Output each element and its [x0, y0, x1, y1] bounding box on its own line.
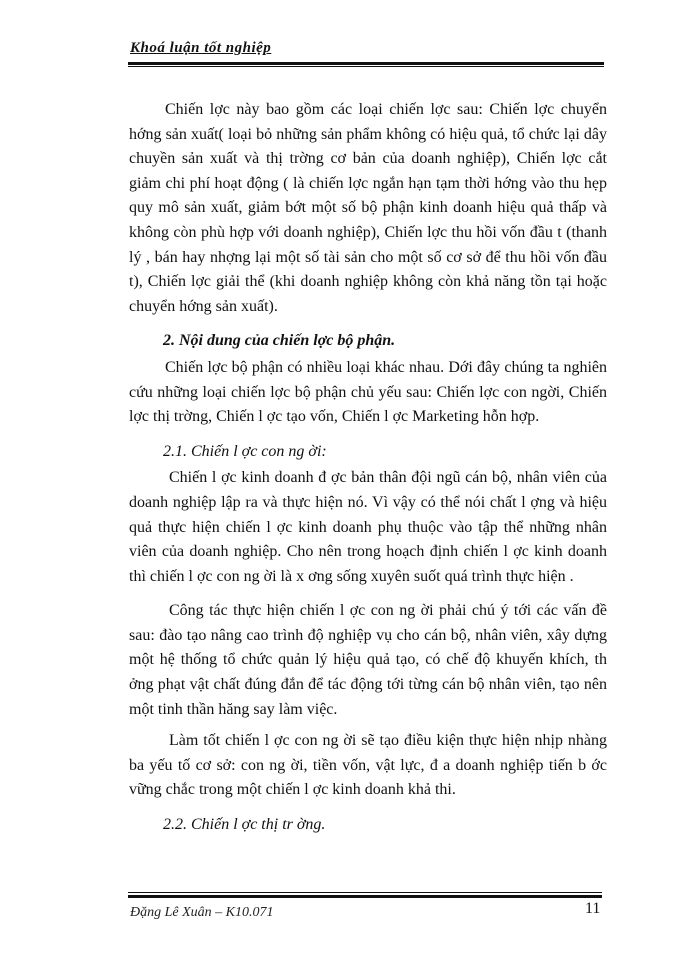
- footer-author: Đặng Lê Xuân – K10.071: [130, 905, 274, 920]
- header-rule-thick: [128, 62, 604, 65]
- subsection-heading-2-1: 2.1. Chiến l ợc con ng ời:: [163, 442, 327, 460]
- section-heading-2: 2. Nội dung của chiến lợc bộ phận.: [163, 332, 396, 350]
- header-title: Khoá luận tốt nghiệp: [130, 40, 272, 56]
- page-number: 11: [585, 900, 601, 917]
- paragraph-department-strategies: Chiến lợc bộ phận có nhiều loại khác nhau. Dới đây chúng ta nghiên cứu những loại chiến lợc bộ phận chủ yếu sau: Chiến lợc con ngời, Chiến lợc thị trờng, Chiến l ợc tạo vốn, Chiến l ợc Marketing hỗn hợp.: [129, 358, 607, 426]
- paragraph-implementation: Công tác thực hiện chiến l ợc con ng ời phải chú ý tới các vấn đề sau: đào tạo nâng cao trình độ nghiệp vụ cho cán bộ, nhân viên, xây dựng một hệ thống tổ chức quản lý hiệu quả tạo, có chế độ khuyến khích, th ởng phạt vật chất đúng đắn để tác động tới từng cán bộ nhân viên, tạo nên một tinh thần hăng say làm việc.: [129, 602, 607, 718]
- footer-rule-thin: [128, 892, 602, 893]
- subsection-heading-2-2: 2.2. Chiến l ợc thị tr ờng.: [163, 816, 326, 834]
- header-rule-thin: [128, 66, 604, 67]
- paragraph-benefits: Làm tốt chiến l ợc con ng ời sẽ tạo điều kiện thực hiện nhịp nhàng ba yếu tố cơ sở: con ng ời, tiền vốn, vật lực, đ a doanh nghiệp tiến b ớc vững chắc trong một chiến l ợc kinh doanh khả thi.: [129, 732, 607, 799]
- document-body: [129, 98, 607, 840]
- paragraph-human-strategy: Chiến l ợc kinh doanh đ ợc bản thân đội ngũ cán bộ, nhân viên của doanh nghiệp lập ra và thực hiện nó. Vì vậy có thể nói chất l ợng và hiệu quả thực hiện chiến l ợc kinh doanh phụ thuộc vào tập thể những nhân viên của doanh nghiệp. Cho nên trong hoạch định chiến l ợc kinh doanh thì chiến l ợc con ng ời là x ơng sống xuyên suốt quá trình thực hiện .: [129, 469, 607, 585]
- paragraph-strategy-types: Chiến lợc này bao gồm các loại chiến lợc sau: Chiến lợc chuyển hớng sản xuất( loại bỏ những sản phẩm không có hiệu quả, tổ chức lại dây chuyền sản xuất và thị trờng cơ bản của doanh nghiệp), Chiến lợc cắt giảm chi phí hoạt động ( là chiến lợc ngắn hạn tạm thời hớng vào thu hẹp quy mô sản xuất, giảm bớt một số bộ phận kinh doanh hiệu quả thấp và không còn phù hợp với doanh nghiệp), Chiến lợc thu hồi vốn đầu t (thanh lý , bán hay nhợng lại một số tài sản cho một số cơ sở để thu hồi vốn đầu t), Chiến lợc giải thể (khi doanh nghiệp không còn khả năng tồn tại hoặc chuyển hớng sản xuất).: [129, 101, 607, 315]
- footer-rule-thick: [128, 895, 602, 898]
